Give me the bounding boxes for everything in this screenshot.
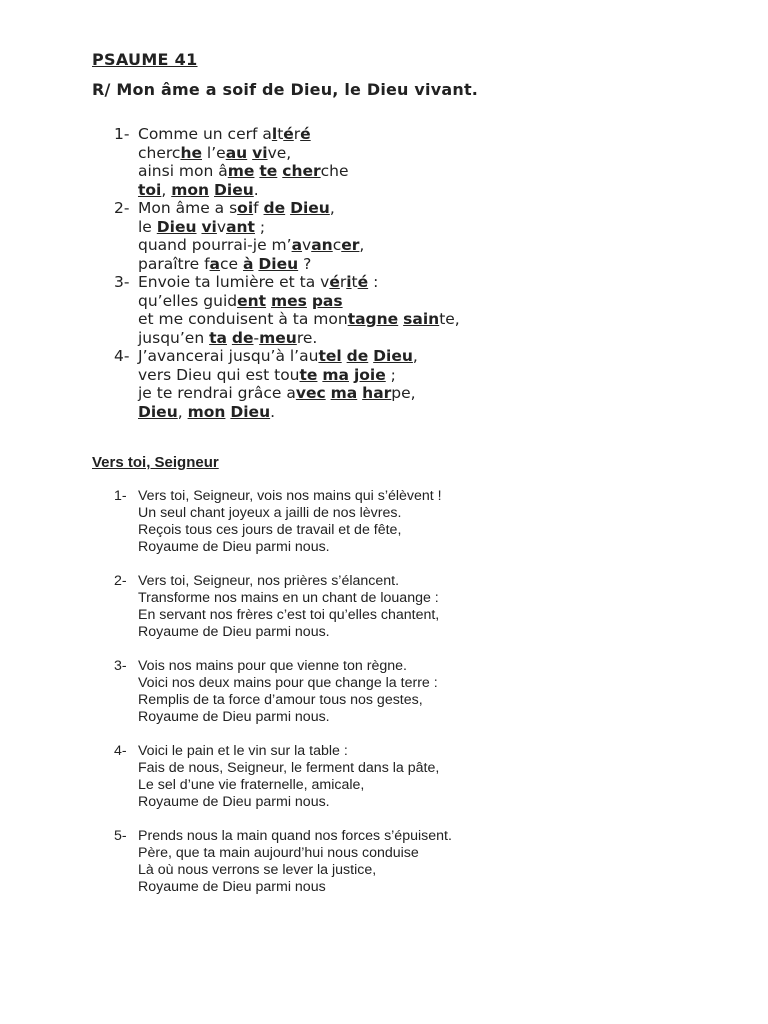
stressed-syllable: Dieu: [230, 402, 271, 421]
line-text: c: [332, 236, 342, 254]
stressed-syllable: Dieu: [214, 180, 254, 199]
verse-line: [0, 347, 460, 366]
stressed-syllable: he: [180, 143, 202, 162]
verse-line: [0, 199, 460, 218]
verse-line: [0, 310, 460, 329]
stressed-syllable: mes: [271, 291, 307, 310]
line-text: ;: [254, 217, 266, 236]
verse-line: Royaume de Dieu parmi nous.: [138, 624, 330, 640]
stressed-syllable: toi: [138, 180, 162, 199]
stressed-syllable: ma: [322, 365, 349, 384]
line-text: r: [339, 273, 347, 291]
line-text: qu’elles guid: [138, 291, 238, 310]
stressed-syllable: me: [227, 162, 255, 180]
stressed-syllable: ent: [237, 291, 267, 310]
verse-line: Voici nos deux mains pour que change la terre :: [138, 675, 438, 691]
psalm-title: PSAUME 41: [92, 50, 198, 69]
stressed-syllable: pas: [311, 291, 343, 310]
verse-line: [0, 181, 460, 200]
line-text: je te rendrai grâce a: [138, 384, 296, 402]
stressed-syllable: vec: [295, 384, 326, 402]
verse-line: [0, 218, 460, 237]
song-verse: [0, 573, 452, 641]
stressed-syllable: mon: [171, 180, 210, 199]
stressed-syllable: an: [311, 236, 333, 254]
verse-number: 2-: [114, 573, 127, 589]
stressed-syllable: joie: [353, 365, 386, 384]
line-text: le: [138, 217, 157, 236]
verse-number: 3-: [114, 273, 130, 291]
line-text: che: [320, 162, 349, 180]
stressed-syllable: ta: [209, 328, 227, 347]
verse-number: 1-: [114, 125, 130, 143]
stressed-syllable: Dieu: [373, 347, 413, 365]
stressed-syllable: à: [243, 254, 254, 273]
line-text: ,: [359, 236, 365, 254]
verse-number: 2-: [114, 199, 130, 217]
verse-line: Un seul chant joyeux a jailli de nos lèvres.: [138, 505, 402, 521]
stressed-syllable: Dieu: [258, 254, 299, 273]
verse-line: Royaume de Dieu parmi nous.: [138, 539, 330, 555]
stressed-syllable: a: [209, 254, 221, 273]
stressed-syllable: vi: [252, 143, 268, 162]
verse-line: Fais de nous, Seigneur, le ferment dans la pâte,: [138, 760, 440, 776]
line-text: Mon âme a s: [138, 199, 238, 217]
line-text: ce: [220, 254, 244, 273]
verse-line: En servant nos frères c’est toi qu’elles chantent,: [138, 607, 440, 623]
verse-line: Vers toi, Seigneur, nos prières s’élancent.: [138, 573, 400, 589]
line-text: paraître f: [138, 254, 210, 273]
psalm-verse: [0, 125, 460, 199]
line-text: quand pourrai-je m’: [138, 236, 292, 254]
line-text: f: [253, 199, 264, 217]
stressed-syllable: cher: [282, 162, 321, 180]
line-text: ?: [298, 254, 312, 273]
psalm-verse: [0, 199, 460, 273]
line-text: re.: [296, 328, 318, 347]
stressed-syllable: é: [329, 273, 340, 291]
stressed-syllable: é: [357, 273, 369, 291]
verse-number: 4-: [114, 347, 130, 365]
verse-line: [0, 384, 460, 403]
stressed-syllable: vi: [201, 217, 217, 236]
verse-line: [0, 403, 460, 422]
psalm-verse: [0, 273, 460, 347]
verse-line: [0, 292, 460, 311]
verse-line: Royaume de Dieu parmi nous.: [138, 794, 330, 810]
line-text: r: [293, 125, 301, 143]
line-text: vers Dieu qui est tou: [138, 365, 300, 384]
line-text: ,: [412, 347, 418, 365]
stressed-syllable: sain: [403, 310, 440, 328]
line-text: :: [368, 273, 379, 291]
line-text: ,: [161, 180, 172, 199]
verse-line: [0, 162, 460, 181]
verse-line: [0, 273, 460, 292]
line-text: te,: [439, 310, 460, 328]
verse-line: Reçois tous ces jours de travail et de fête,: [138, 522, 402, 538]
verse-line: [0, 329, 460, 348]
stressed-syllable: ant: [226, 217, 255, 236]
song-verse: [0, 658, 452, 726]
verse-line: Vois nos mains pour que vienne ton règne.: [138, 658, 407, 674]
stressed-syllable: au: [225, 143, 248, 162]
line-text: v: [216, 217, 227, 236]
song-title: Vers toi, Seigneur: [92, 454, 219, 471]
verse-line: [0, 125, 460, 144]
psalm-verse: [0, 347, 460, 421]
line-text: et me conduisent à ta mon: [138, 310, 348, 328]
verse-line: Remplis de ta force d’amour tous nos gestes,: [138, 692, 423, 708]
line-text: cherc: [138, 143, 181, 162]
stressed-syllable: de: [346, 347, 369, 365]
psalm-refrain: R/ Mon âme a soif de Dieu, le Dieu vivant.: [92, 80, 479, 99]
verse-line: Là où nous verrons se lever la justice,: [138, 862, 377, 878]
stressed-syllable: de: [231, 328, 254, 347]
verse-line: [0, 144, 460, 163]
verse-line: Père, que ta main aujourd’hui nous conduise: [138, 845, 419, 861]
stressed-syllable: te: [299, 365, 318, 384]
verse-line: Royaume de Dieu parmi nous.: [138, 709, 330, 725]
stressed-syllable: har: [362, 384, 392, 402]
stressed-syllable: tagne: [347, 310, 399, 328]
verse-line: Transforme nos mains en un chant de louange :: [138, 590, 439, 606]
verse-number: 3-: [114, 658, 127, 674]
stressed-syllable: Dieu: [156, 217, 197, 236]
stressed-syllable: te: [259, 162, 278, 180]
stressed-syllable: er: [341, 236, 360, 254]
song-verses: [0, 488, 452, 913]
line-text: t: [351, 273, 358, 291]
line-text: v: [302, 236, 312, 254]
stressed-syllable: i: [346, 273, 352, 291]
stressed-syllable: ma: [330, 384, 358, 402]
line-text: J’avancerai jusqu’à l’au: [138, 347, 319, 365]
stressed-syllable: mon: [187, 402, 226, 421]
line-text: pe,: [391, 384, 416, 402]
stressed-syllable: l: [271, 125, 278, 143]
stressed-syllable: meu: [259, 328, 297, 347]
line-text: Comme un cerf a: [138, 125, 272, 143]
stressed-syllable: a: [291, 236, 303, 254]
stressed-syllable: é: [283, 125, 294, 143]
verse-number: 5-: [114, 828, 127, 844]
line-text: ,: [177, 402, 188, 421]
line-text: t: [277, 125, 284, 143]
line-text: .: [253, 180, 259, 199]
stressed-syllable: tel: [318, 347, 342, 365]
stressed-syllable: Dieu: [290, 199, 330, 217]
line-text: ,: [329, 199, 335, 217]
verse-line: Prends nous la main quand nos forces s’épuisent.: [138, 828, 452, 844]
line-text: l’e: [202, 143, 226, 162]
psalm-verses: [0, 125, 460, 421]
stressed-syllable: de: [263, 199, 286, 217]
verse-line: Le sel d’une vie fraternelle, amicale,: [138, 777, 365, 793]
verse-line: [0, 236, 460, 255]
verse-line: Vers toi, Seigneur, vois nos mains qui s’élèvent !: [138, 488, 442, 504]
verse-number: 4-: [114, 743, 127, 759]
line-text: ;: [385, 365, 396, 384]
song-verse: [0, 488, 452, 556]
line-text: .: [270, 402, 276, 421]
line-text: ainsi mon â: [138, 162, 228, 180]
verse-line: Voici le pain et le vin sur la table :: [138, 743, 348, 759]
stressed-syllable: Dieu: [138, 402, 178, 421]
stressed-syllable: é: [300, 125, 311, 143]
verse-number: 1-: [114, 488, 127, 504]
line-text: Envoie ta lumière et ta v: [138, 273, 330, 291]
line-text: ve,: [267, 143, 292, 162]
verse-line: [0, 255, 460, 274]
line-text: -: [253, 328, 260, 347]
stressed-syllable: oi: [237, 199, 254, 217]
verse-line: Royaume de Dieu parmi nous: [138, 879, 326, 895]
song-verse: [0, 743, 452, 811]
line-text: jusqu’en: [138, 328, 210, 347]
verse-line: [0, 366, 460, 385]
song-verse: [0, 828, 452, 896]
